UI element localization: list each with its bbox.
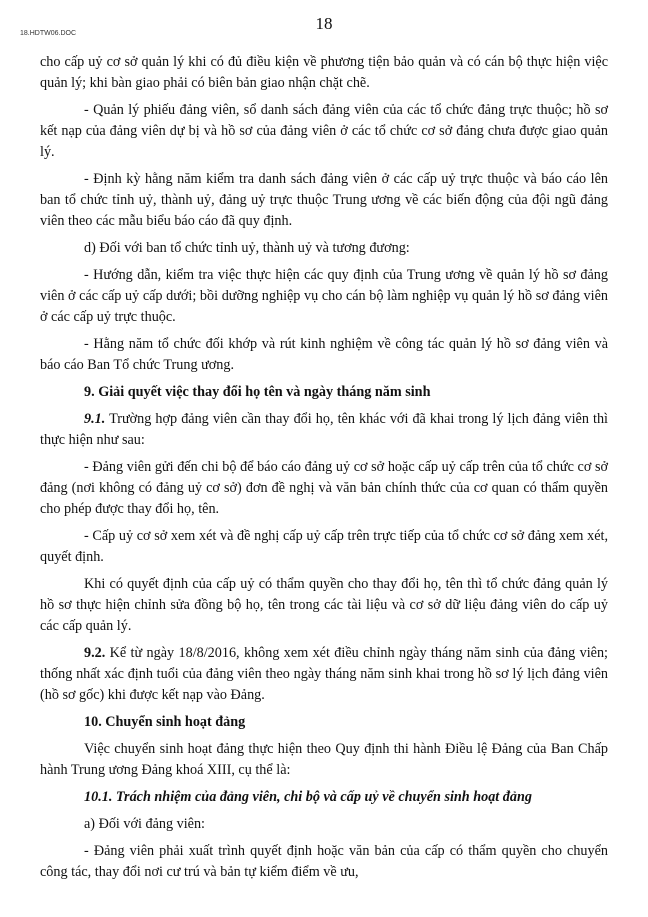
clause-label: 9.2. [84, 645, 106, 661]
subsection-heading-10-1: 10.1. Trách nhiệm của đảng viên, chi bộ và cấp uỷ về chuyển sinh hoạt đảng [84, 789, 532, 805]
clause-text: Trường hợp đảng viên cần thay đổi họ, tên khác với đã khai trong lý lịch đảng viên thì thực hiện như sau: [40, 411, 608, 448]
paragraph: - Quản lý phiếu đảng viên, sổ danh sách đảng viên của các tổ chức đảng trực thuộc; hồ sơ kết nạp của đảng viên dự bị và hồ sơ của đảng viên ở các tổ chức cơ sở đảng chưa được giao quản lý. [40, 102, 608, 160]
paragraph: Việc chuyển sinh hoạt đảng thực hiện theo Quy định thi hành Điều lệ Đảng của Ban Chấp hành Trung ương Đảng khoá XIII, cụ thể là: [40, 741, 608, 778]
section-heading-9: 9. Giải quyết việc thay đổi họ tên và ngày tháng năm sinh [84, 384, 431, 400]
clause-label: 9.1. [84, 411, 106, 427]
paragraph: - Hướng dẫn, kiểm tra việc thực hiện các quy định của Trung ương về quản lý hồ sơ đảng viên ở các cấp uỷ cấp dưới; bồi dưỡng nghiệp vụ cho cán bộ làm nghiệp vụ quản lý hồ sơ đảng viên ở các cấp uỷ trực thuộc. [40, 267, 608, 325]
paragraph: Khi có quyết định của cấp uỷ có thẩm quyền cho thay đổi họ, tên thì tổ chức đảng quản lý hồ sơ thực hiện chỉnh sửa đồng bộ họ, tên trong các tài liệu và cơ sở dữ liệu đảng viên do cấp uỷ các cấp quản lý. [40, 576, 608, 634]
paragraph: - Cấp uỷ cơ sở xem xét và đề nghị cấp uỷ cấp trên trực tiếp của tổ chức cơ sở đảng xem xét, quyết định. [40, 528, 608, 565]
paragraph: cho cấp uỷ cơ sở quản lý khi có đủ điều kiện về phương tiện bảo quản và có cán bộ thực hiện việc quản lý; khi bàn giao phải có biên bản giao nhận chặt chẽ. [40, 54, 608, 91]
document-body [40, 52, 608, 889]
page-number: 18 [315, 14, 333, 33]
paragraph: - Hằng năm tổ chức đối khớp và rút kinh nghiệm về công tác quản lý hồ sơ đảng viên và báo cáo Ban Tổ chức Trung ương. [40, 336, 608, 373]
paragraph: d) Đối với ban tổ chức tỉnh uỷ, thành uỷ và tương đương: [84, 240, 410, 256]
paragraph-9-2 [40, 643, 608, 706]
section-heading-10: 10. Chuyển sinh hoạt đảng [84, 714, 246, 730]
file-label: 18.HDTW06.DOC [20, 30, 77, 37]
paragraph: a) Đối với đảng viên: [84, 816, 205, 832]
paragraph: - Đảng viên phải xuất trình quyết định hoặc văn bản của cấp có thẩm quyền cho chuyển công tác, thay đổi nơi cư trú và bản tự kiểm điểm về ưu, [40, 843, 608, 880]
paragraph: - Đảng viên gửi đến chi bộ để báo cáo đảng uỷ cơ sở hoặc cấp uỷ cấp trên của tổ chức cơ sở đảng (nơi không có đảng uỷ cơ sở) đơn đề nghị và văn bản chính thức của cơ quan có thẩm quyền cho phép được thay đổi họ, tên. [40, 459, 608, 517]
clause-text: Kể từ ngày 18/8/2016, không xem xét điều chỉnh ngày tháng năm sinh của đảng viên; thống nhất xác định tuổi của đảng viên theo ngày tháng năm sinh khai trong hồ sơ lý lịch đảng viên (hồ sơ gốc) khi được kết nạp vào Đảng. [40, 645, 608, 703]
paragraph: - Định kỳ hằng năm kiểm tra danh sách đảng viên ở các cấp uỷ trực thuộc và báo cáo lên ban tổ chức tỉnh uỷ, thành uỷ, đảng uỷ trực thuộc Trung ương về các biến động của đội ngũ đảng viên theo các mẫu biểu báo cáo đã quy định. [40, 171, 608, 229]
paragraph-9-1 [40, 409, 608, 451]
